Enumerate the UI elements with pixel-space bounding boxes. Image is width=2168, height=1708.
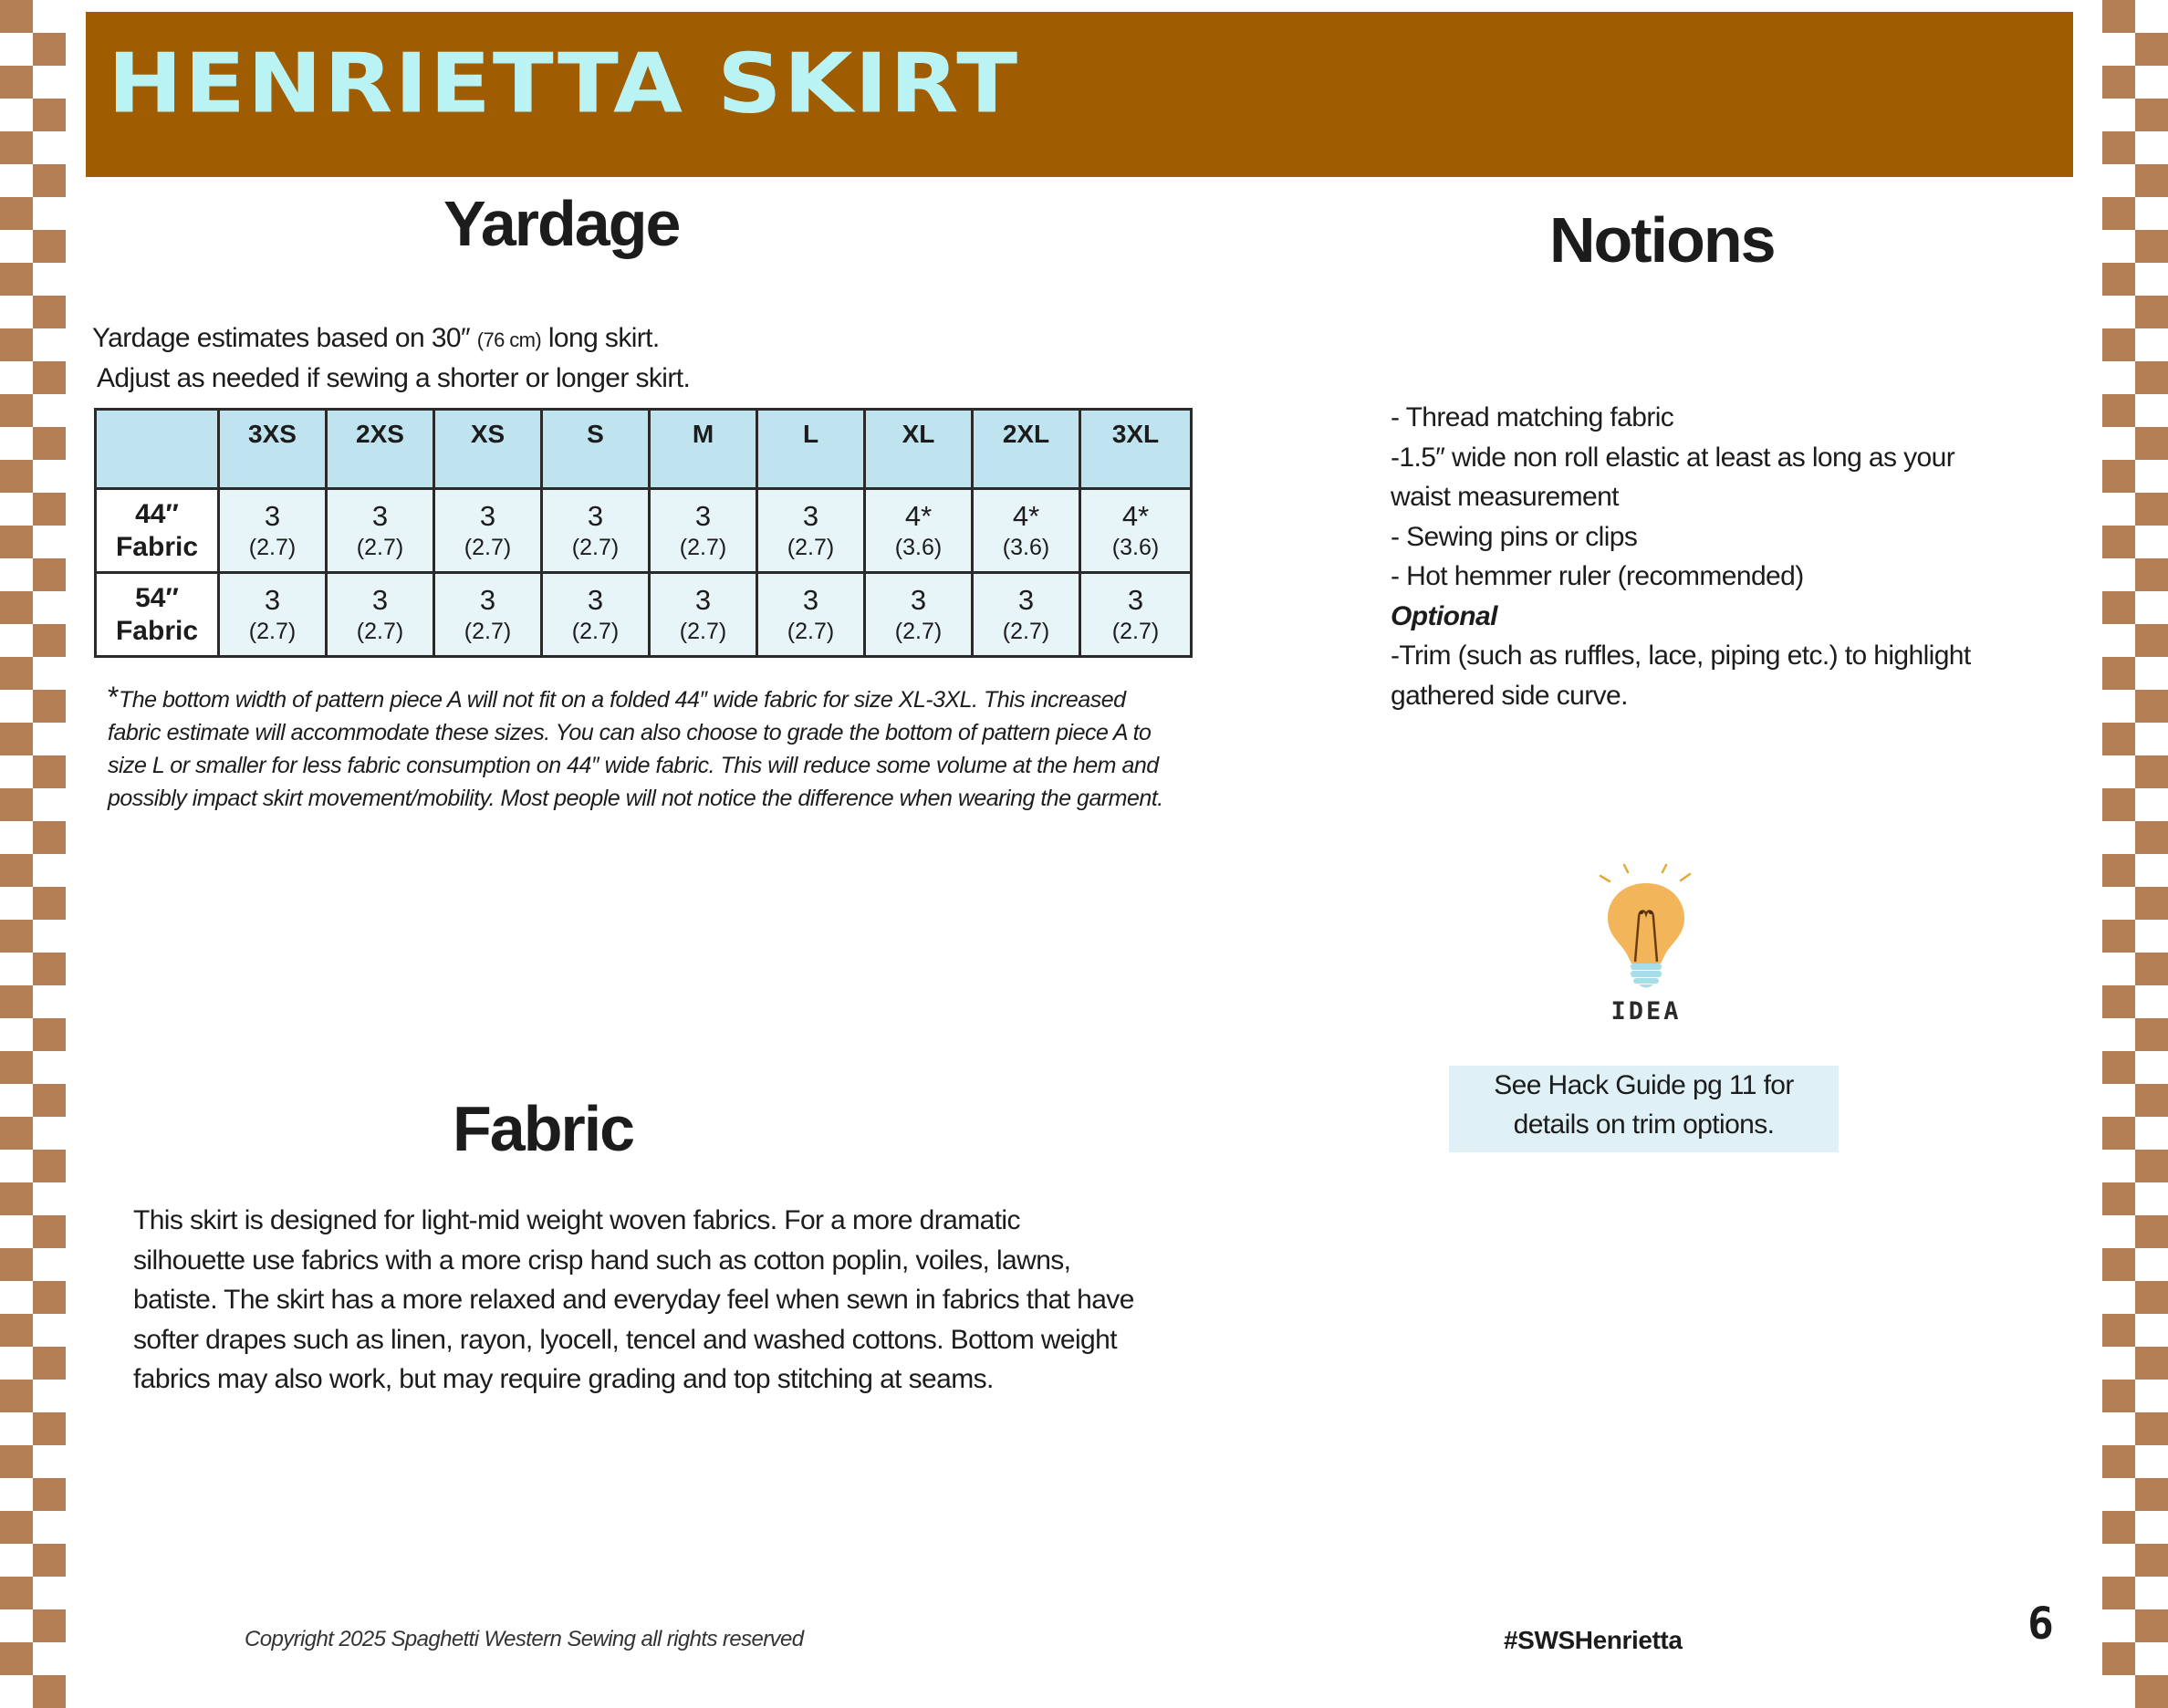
yards-value: 3: [264, 499, 281, 532]
checker-square: [2102, 0, 2135, 33]
table-cell: [865, 573, 973, 657]
checker-square: [2135, 493, 2168, 526]
checker-square: [2135, 690, 2168, 723]
hack-guide-tip: [1449, 1066, 1839, 1152]
meters-value: (2.7): [356, 618, 404, 644]
yards-value: 3: [1127, 583, 1144, 616]
checker-square: [2135, 558, 2168, 591]
checker-square: [2135, 1347, 2168, 1380]
checker-square: [2102, 591, 2135, 624]
meters-value: (2.7): [679, 534, 727, 560]
checker-square: [2135, 427, 2168, 460]
checker-square: [2135, 1215, 2168, 1248]
checker-border-left: [0, 0, 66, 1677]
checker-square: [2102, 1577, 2135, 1609]
checker-square: [33, 953, 66, 985]
checker-square: [0, 328, 33, 361]
checker-square: [33, 755, 66, 788]
checker-square: [0, 985, 33, 1018]
table-cell: [973, 573, 1080, 657]
checker-square: [33, 1478, 66, 1511]
checker-square: [33, 887, 66, 920]
checker-square: [33, 1084, 66, 1117]
checker-square: [0, 394, 33, 427]
checker-square: [2102, 394, 2135, 427]
checker-square: [0, 526, 33, 558]
checker-square: [2135, 1150, 2168, 1182]
meters-value: (2.7): [356, 534, 404, 560]
row-label-text: Fabric: [115, 615, 199, 646]
size-header: 3XS: [219, 410, 327, 489]
table-row: [96, 489, 1192, 573]
intro-metric-length: (76 cm): [476, 328, 542, 351]
checker-square: [0, 591, 33, 624]
size-header: XL: [865, 410, 973, 489]
checker-square: [2135, 361, 2168, 394]
checker-square: [2102, 920, 2135, 953]
tip-line-2: details on trim options.: [1513, 1109, 1775, 1140]
yards-value: 3: [694, 583, 712, 616]
list-item: - Sewing pins or clips: [1391, 521, 1638, 552]
checker-square: [33, 164, 66, 197]
table-cell: [327, 573, 434, 657]
yardage-intro-line-2: Adjust as needed if sewing a shorter or longer skirt.: [97, 363, 691, 393]
size-header: 2XL: [973, 410, 1080, 489]
row-label-text: Fabric: [115, 531, 199, 562]
checker-square: [2102, 854, 2135, 887]
checker-square: [0, 1182, 33, 1215]
yards-value: 3: [587, 583, 604, 616]
checker-square: [2135, 296, 2168, 328]
checker-square: [2102, 66, 2135, 99]
checker-square: [2135, 624, 2168, 657]
meters-value: (2.7): [1111, 618, 1160, 644]
checker-square: [2102, 131, 2135, 164]
checker-square: [0, 1248, 33, 1281]
meters-value: (2.7): [571, 618, 620, 644]
yards-value: 3: [910, 583, 927, 616]
checker-square: [33, 558, 66, 591]
table-cell: [434, 489, 542, 573]
list-item: -1.5″ wide non roll elastic at least as long as your waist measurement: [1391, 442, 1955, 512]
list-item: -Trim (such as ruffles, lace, piping etc.) to highlight gathered side curve.: [1391, 640, 1971, 711]
size-header: S: [542, 410, 650, 489]
checker-square: [0, 66, 33, 99]
checker-square: [2102, 1642, 2135, 1675]
checker-square: [0, 788, 33, 821]
tip-line-1: See Hack Guide pg 11 for: [1494, 1070, 1794, 1100]
table-cell: [542, 573, 650, 657]
checker-square: [33, 1609, 66, 1642]
intro-text-before: Yardage estimates based on 30″: [92, 323, 477, 353]
table-cell: [757, 489, 865, 573]
checker-square: [33, 1018, 66, 1051]
table-cell: [542, 489, 650, 573]
pattern-title: HENRIETTA SKIRT: [108, 36, 1020, 132]
meters-value: (2.7): [464, 534, 512, 560]
checker-square: [0, 1642, 33, 1675]
checker-square: [2135, 1018, 2168, 1051]
checker-square: [2102, 1182, 2135, 1215]
yards-value: 3: [264, 583, 281, 616]
meters-value: (2.7): [679, 618, 727, 644]
yardage-footnote: [108, 681, 1166, 815]
meters-value: (3.6): [1111, 534, 1160, 560]
checker-square: [33, 230, 66, 263]
checker-border-right: [2102, 0, 2168, 1677]
table-cell: [219, 573, 327, 657]
meters-value: (2.7): [787, 618, 835, 644]
checker-square: [2135, 953, 2168, 985]
checker-square: [33, 690, 66, 723]
checker-square: [2135, 821, 2168, 854]
row-label-44-fabric: [96, 489, 219, 573]
idea-label: IDEA: [1610, 997, 1682, 1026]
checker-square: [33, 493, 66, 526]
yards-value: 3: [371, 583, 389, 616]
copyright-notice: Copyright 2025 Spaghetti Western Sewing all rights reserved: [245, 1627, 804, 1651]
yardage-intro-line-1: [92, 318, 660, 360]
row-label-54-fabric: [96, 573, 219, 657]
optional-label: Optional: [1391, 600, 1497, 631]
checker-square: [2135, 99, 2168, 131]
checker-square: [2102, 1314, 2135, 1347]
checker-square: [2102, 723, 2135, 755]
checker-square: [0, 460, 33, 493]
checker-square: [2102, 460, 2135, 493]
checker-square: [33, 1347, 66, 1380]
table-header-row: [96, 410, 1192, 489]
fabric-description: This skirt is designed for light-mid weight woven fabrics. For a more dramatic silhouette use fabrics with a more crisp hand such as cotton poplin, voiles, lawns, batiste. The skirt has a more relaxed and everyday feel when sewn in fabrics that have softer drapes such as linen, rayon, lyocell, tencel and washed cottons. Bottom weight fabrics may also work, but may require grading and top stitching at seams.: [133, 1205, 1134, 1395]
lightbulb-icon: [1591, 858, 1701, 995]
checker-square: [2102, 1051, 2135, 1084]
yards-value: 4*: [1121, 499, 1150, 532]
hashtag: #SWSHenrietta: [1504, 1626, 1683, 1654]
checker-square: [2135, 755, 2168, 788]
checker-square: [0, 1314, 33, 1347]
checker-square: [0, 723, 33, 755]
checker-square: [0, 657, 33, 690]
meters-value: (3.6): [1002, 534, 1050, 560]
yardage-table: [94, 408, 1193, 658]
checker-square: [33, 1675, 66, 1708]
checker-square: [33, 33, 66, 66]
list-item: - Hot hemmer ruler (recommended): [1391, 561, 1804, 591]
checker-square: [0, 263, 33, 296]
checker-square: [2135, 887, 2168, 920]
checker-square: [2102, 985, 2135, 1018]
checker-square: [2135, 1609, 2168, 1642]
table-cell: [650, 573, 757, 657]
page-number: 6: [2027, 1599, 2054, 1650]
checker-square: [2102, 526, 2135, 558]
yards-value: 3: [479, 583, 496, 616]
meters-value: (2.7): [571, 534, 620, 560]
table-cell: [865, 489, 973, 573]
yards-value: 3: [694, 499, 712, 532]
checker-square: [0, 1380, 33, 1412]
checker-square: [33, 1544, 66, 1577]
checker-square: [2102, 263, 2135, 296]
checker-square: [33, 361, 66, 394]
meters-value: (2.7): [248, 534, 297, 560]
meters-value: (2.7): [248, 618, 297, 644]
checker-square: [33, 821, 66, 854]
checker-square: [0, 131, 33, 164]
yards-value: 4*: [1012, 499, 1040, 532]
checker-square: [2135, 1478, 2168, 1511]
checker-square: [2102, 788, 2135, 821]
table-cell: [1080, 573, 1192, 657]
checker-square: [33, 296, 66, 328]
size-header: 3XL: [1080, 410, 1192, 489]
yards-value: 4*: [904, 499, 933, 532]
checker-square: [0, 1577, 33, 1609]
checker-square: [2135, 33, 2168, 66]
checker-square: [2135, 1084, 2168, 1117]
table-cell: [1080, 489, 1192, 573]
meters-value: (2.7): [1002, 618, 1050, 644]
checker-square: [2102, 197, 2135, 230]
checker-square: [33, 1215, 66, 1248]
checker-square: [2135, 1675, 2168, 1708]
notions-heading: Notions: [1549, 204, 1775, 276]
yards-value: 3: [1017, 583, 1035, 616]
meters-value: (3.6): [894, 534, 943, 560]
checker-square: [0, 1117, 33, 1150]
table-cell: [434, 573, 542, 657]
table-corner-cell: [96, 410, 219, 489]
table-cell: [327, 489, 434, 573]
checker-square: [0, 0, 33, 33]
checker-square: [2102, 657, 2135, 690]
list-item: - Thread matching fabric: [1391, 402, 1674, 432]
checker-square: [0, 1445, 33, 1478]
size-header: L: [757, 410, 865, 489]
checker-square: [2135, 230, 2168, 263]
checker-square: [0, 1051, 33, 1084]
checker-square: [2102, 1445, 2135, 1478]
meters-value: (2.7): [464, 618, 512, 644]
checker-square: [33, 1412, 66, 1445]
yards-value: 3: [479, 499, 496, 532]
checker-square: [33, 624, 66, 657]
size-header: M: [650, 410, 757, 489]
checker-square: [2135, 1281, 2168, 1314]
checker-square: [2135, 1412, 2168, 1445]
checker-square: [2102, 1117, 2135, 1150]
size-header: 2XS: [327, 410, 434, 489]
yards-value: 3: [587, 499, 604, 532]
intro-text-after: long skirt.: [541, 323, 660, 353]
checker-square: [2135, 164, 2168, 197]
checker-square: [33, 427, 66, 460]
checker-square: [0, 197, 33, 230]
table-cell: [650, 489, 757, 573]
checker-square: [0, 854, 33, 887]
table-cell: [757, 573, 865, 657]
checker-square: [2102, 328, 2135, 361]
fabric-heading: Fabric: [453, 1093, 634, 1164]
yardage-heading: Yardage: [443, 188, 680, 259]
table-row: [96, 573, 1192, 657]
checker-square: [2102, 1380, 2135, 1412]
table-cell: [973, 489, 1080, 573]
row-label-width: 44″: [135, 498, 179, 529]
notions-list: [1391, 398, 1975, 715]
checker-square: [0, 920, 33, 953]
size-header: XS: [434, 410, 542, 489]
checker-square: [33, 1150, 66, 1182]
checker-square: [33, 1281, 66, 1314]
checker-square: [0, 1511, 33, 1544]
yards-value: 3: [802, 583, 819, 616]
footnote-text: The bottom width of pattern piece A will not fit on a folded 44″ wide fabric for size XL-3XL. This increased fabric estimate will accommodate these sizes. You can also choose to grade the bottom of pattern piece A to size L or smaller for less fabric consumption on 44″ wide fabric. This will reduce some volume at the hem and possibly impact skirt movement/mobility. Most people will not notice the difference when wearing the garment.: [108, 687, 1163, 811]
checker-square: [2135, 1544, 2168, 1577]
header-band: [86, 12, 2073, 177]
table-cell: [219, 489, 327, 573]
checker-square: [2102, 1511, 2135, 1544]
meters-value: (2.7): [894, 618, 943, 644]
footnote-asterisk: *: [108, 681, 119, 713]
checker-square: [33, 99, 66, 131]
yards-value: 3: [371, 499, 389, 532]
checker-square: [2102, 1248, 2135, 1281]
meters-value: (2.7): [787, 534, 835, 560]
row-label-width: 54″: [135, 582, 179, 613]
yards-value: 3: [802, 499, 819, 532]
